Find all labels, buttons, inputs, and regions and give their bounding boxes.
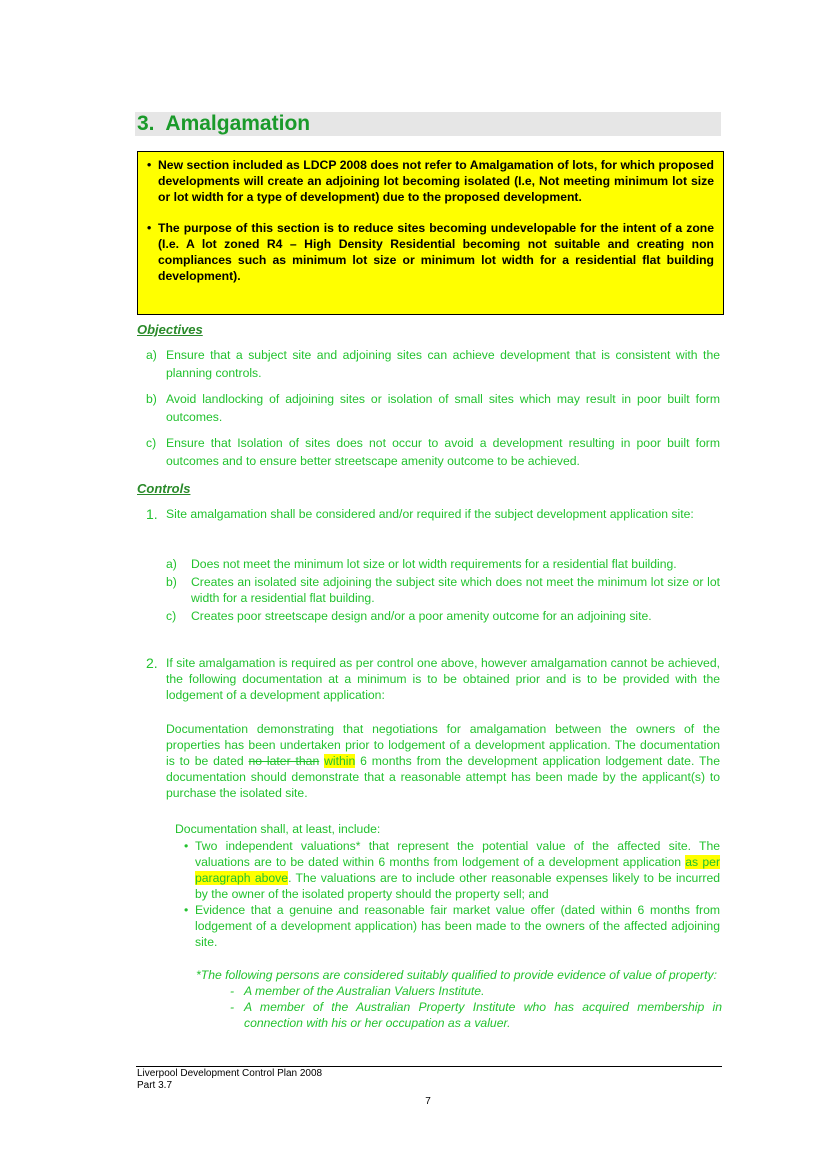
control-1-conditions [166, 556, 720, 624]
footnote-text: A member of the Australian Valuers Institute. [244, 984, 485, 998]
struck-text: no later than [248, 754, 320, 768]
control-text: Site amalgamation shall be considered and/or required if the subject development application site: [166, 507, 694, 521]
note-text: New section included as LDCP 2008 does not refer to Amalgamation of lots, for which proposed developments will create an adjoining lot becoming isolated (I.e, Not meeting minimum lot size or lot width for a type of development) due to the proposed development. [158, 158, 714, 204]
valuer-footnote [196, 967, 722, 1031]
objectives-heading: Objectives [137, 322, 203, 337]
page-number: 7 [425, 1096, 431, 1107]
condition-text: Creates an isolated site adjoining the subject site which does not meet the minimum lot size or lot width for a residential flat building. [191, 575, 720, 605]
note-text: The purpose of this section is to reduce sites becoming undevelopable for the intent of a zone (I.e. A lot zoned R4 – High Density Residential becoming not suitable and creating non compliances such as minimum lot size or minimum lot width for a residential flat building development). [158, 221, 714, 283]
condition-marker: b) [166, 575, 177, 589]
paragraph-text: Documentation demonstrating that negotiations for amalgamation between the owners of the properties has been undertaken prior to lodgement of a development application. The documentation is to be dated [166, 722, 720, 768]
controls-heading: Controls [137, 481, 191, 496]
condition-item [166, 556, 720, 572]
dash-marker: - [230, 1000, 235, 1014]
objective-marker: b) [146, 392, 157, 406]
footer-part: Part 3.7 [137, 1080, 173, 1091]
documentation-paragraph [166, 721, 720, 801]
condition-marker: a) [166, 557, 177, 571]
highlighted-text: within [324, 754, 356, 768]
objective-item [146, 390, 720, 426]
documentation-text: Two independent valuations* that represent the potential value of the affected site. The valuations are to be dated within 6 months from lodgement of a development application as per paragraph above. The valuations are to include other reasonable expenses likely to be incurred by the owner of the isolated property should the property sell; and [195, 839, 721, 901]
documentation-item [184, 902, 720, 950]
control-number: 2. [146, 655, 158, 671]
bullet-icon: • [184, 903, 189, 917]
section-title: Amalgamation [165, 112, 311, 135]
footnote-item [230, 983, 722, 999]
bullet-icon: • [184, 839, 189, 853]
condition-text: Creates poor streetscape design and/or a poor amenity outcome for an adjoining site. [191, 609, 652, 623]
objective-text: Ensure that Isolation of sites does not occur to avoid a development resulting in poor built form outcomes and to ensure better streetscape amenity outcome to be achieved. [166, 436, 720, 468]
documentation-item [184, 838, 720, 902]
documentation-intro: Documentation shall, at least, include: [175, 822, 381, 836]
section-heading [135, 112, 721, 136]
objective-marker: c) [146, 436, 157, 450]
bullet-icon: • [147, 221, 152, 235]
control-2 [146, 655, 720, 703]
condition-text: Does not meet the minimum lot size or lot width requirements for a residential flat building. [191, 557, 677, 571]
documentation-list [184, 838, 720, 950]
objective-item [146, 346, 720, 382]
section-number: 3. [137, 112, 155, 135]
objective-text: Avoid landlocking of adjoining sites or isolation of small sites which may result in poor built form outcomes. [166, 392, 720, 424]
amendment-note-box [137, 151, 724, 315]
footnote-text: A member of the Australian Property Institute who has acquired membership in connection with his or her occupation as a valuer. [244, 1000, 722, 1030]
objective-text: Ensure that a subject site and adjoining sites can achieve development that is consistent with the planning controls. [166, 348, 720, 380]
dash-marker: - [230, 984, 235, 998]
control-text: If site amalgamation is required as per control one above, however amalgamation cannot be achieved, the following documentation at a minimum is to be obtained prior and is to be provided with the lodgement of a development application: [166, 656, 720, 702]
footer [137, 1068, 322, 1092]
highlighted-text: as per paragraph above [195, 855, 721, 885]
footnote-intro: *The following persons are considered suitably qualified to provide evidence of value of property: [196, 968, 717, 982]
documentation-text: Evidence that a genuine and reasonable fair market value offer (dated within 6 months from lodgement of a development application) has been made to the owners of the affected adjoining site. [195, 903, 720, 949]
objective-marker: a) [146, 348, 157, 362]
condition-marker: c) [166, 609, 177, 623]
condition-item [166, 574, 720, 606]
note-item [147, 157, 714, 205]
objectives-list [146, 346, 720, 470]
paragraph-text: 6 months from the development application lodgement date. The documentation should demonstrate that a reasonable attempt has been made by the applicant(s) to purchase the isolated site. [166, 754, 720, 800]
condition-item [166, 608, 720, 624]
footnote-item [230, 999, 722, 1031]
objective-item [146, 434, 720, 470]
control-1 [146, 506, 720, 522]
control-number: 1. [146, 506, 158, 522]
note-item [147, 220, 714, 284]
footer-document-title: Liverpool Development Control Plan 2008 [137, 1068, 323, 1079]
bullet-icon: • [147, 158, 152, 172]
footer-divider [136, 1066, 722, 1067]
